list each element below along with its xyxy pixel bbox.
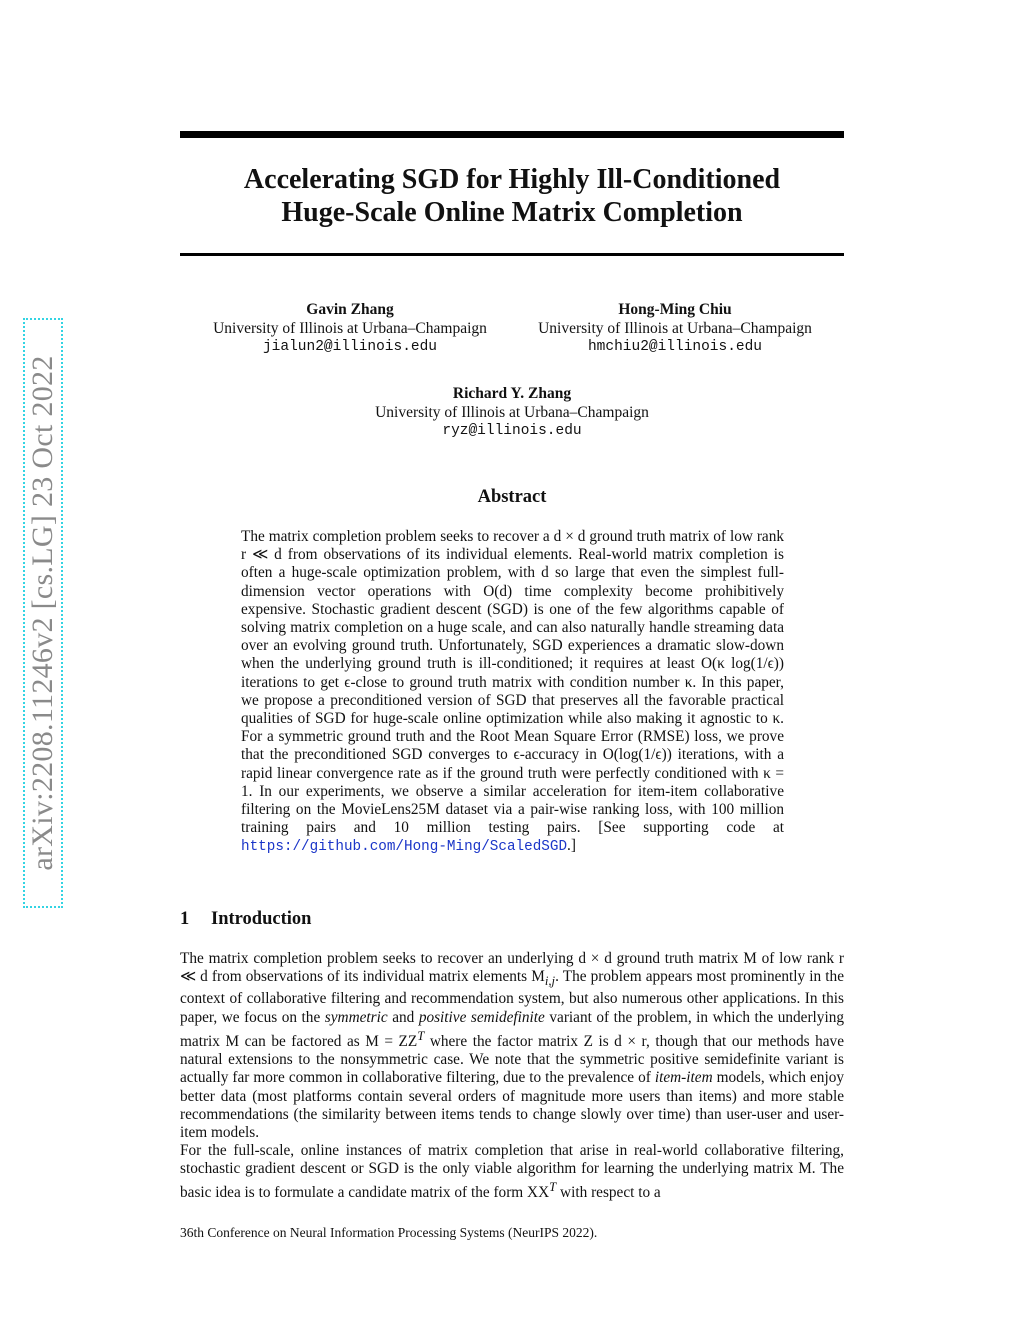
text-run: with respect to a [560,1184,661,1202]
intro-paragraph-2 [180,1142,844,1203]
author-name: Gavin Zhang [306,301,394,318]
conference-footnote: 36th Conference on Neural Information Processing Systems (NeurIPS 2022). [180,1225,598,1240]
section-number: 1 [180,909,190,929]
abstract-text [241,528,784,857]
author-block [312,385,712,441]
author-name: Richard Y. Zhang [452,385,572,402]
section-title: Introduction [211,909,312,929]
author-affiliation: University of Illinois at Urbana–Champaign [375,403,649,421]
math-superscript: T [549,1180,557,1195]
author-name: Hong-Ming Chiu [618,301,732,318]
abstract-heading: Abstract [477,487,547,507]
intro-paragraph-1 [180,950,844,1142]
author-email: ryz@illinois.edu [442,423,582,439]
text-run: For the full-scale, online instances of matrix completion that arise in real-world collaborative filtering, stochastic gradient descent or SGD is the only viable algorithm for learning the underlying matrix M. The basic idea is to formulate a candidate matrix of the form XX [180,1142,844,1202]
text-run: where the factor matrix Z is d × r, though that our methods have natural extensions to the nonsymmetric case. We note that the symmetric positive semidefinite variant is actually far more common in collaborative filtering, due to the prevalence of [180,1032,844,1087]
author-affiliation: University of Illinois at Urbana–Champaign [213,319,487,337]
math-superscript: T [417,1028,425,1043]
author-email: jialun2@illinois.edu [262,339,438,355]
emphasis: symmetric [324,1008,388,1026]
text-run: . The problem appears most prominently in the context of collaborative filtering and recommendation system, but also numerous other applications. In this paper, we focus on the [180,968,844,1026]
title-rule-top [180,131,844,138]
author-affiliation: University of Illinois at Urbana–Champaign [538,319,812,337]
abstract-body-text: The matrix completion problem seeks to recover a d × d ground truth matrix of low rank r ≪ d from observations of its individual elements. Real-world matrix completion is often a huge-scale optimization problem, with d so large that even the simplest full-dimension vector operations with O(d) time complexity become prohibitively expensive. Stochastic gradient descent (SGD) is one of the few algorithms capable of solving matrix completion on a huge scale, and can also naturally handle streaming data over an evolving ground truth. Unfortunately, SGD experiences a dramatic slow-down when the underlying ground truth is ill-conditioned; it requires at least O(κ log(1/ϵ)) iterations to get ϵ-close to ground truth matrix with condition number κ. In this paper, we propose a preconditioned version of SGD that preserves all the favorable practical qualities of SGD for huge-scale online optimization while also making it agnostic to κ. For a symmetric ground truth and the Root Mean Square Error (RMSE) loss, we prove that the preconditioned SGD converges to ϵ-accuracy in O(log(1/ϵ)) iterations, with a rapid linear convergence rate as if the ground truth were perfectly conditioned with κ = 1. In our experiments, we observe a similar acceleration for item-item collaborative filtering on the MovieLens25M dataset via a pair-wise ranking loss, with 100 million training pairs and 10 million testing pairs. [See supporting code at [241,528,784,837]
section-heading [180,909,311,930]
abstract-tail: .] [567,837,576,855]
title-rule-bottom [180,253,844,256]
author-email: hmchiu2@illinois.edu [587,339,763,355]
title-line-1: Accelerating SGD for Highly Ill-Conditioned [243,164,781,195]
author-block [505,301,845,357]
text-run: variant of the problem, in which the underlying matrix M can be factored as M = ZZ [180,1008,845,1050]
code-link[interactable]: https://github.com/Hong-Ming/ScaledSGD [241,839,568,856]
math-subscript: i,j [544,974,556,989]
title-line-2: Huge-Scale Online Matrix Completion [281,197,743,228]
author-block [180,301,520,357]
arxiv-stamp-text: arXiv:2208.11246v2 [cs.LG] 23 Oct 2022 [26,355,59,871]
text-run: models, which enjoy better data (most platforms contain several orders of magnitude more users than items) and more stable recommendations (the similarity between items tends to change slowly over time) than user-user and user-item models. [180,1069,845,1141]
emphasis: positive semidefinite [418,1008,545,1026]
text-run: and [392,1008,415,1026]
emphasis: item-item [654,1069,713,1087]
arxiv-stamp [23,318,63,908]
text-run: The matrix completion problem seeks to recover an underlying d × d ground truth matrix M of low rank r ≪ d from observations of its individual matrix elements M [180,950,844,986]
paper-title [180,163,844,229]
